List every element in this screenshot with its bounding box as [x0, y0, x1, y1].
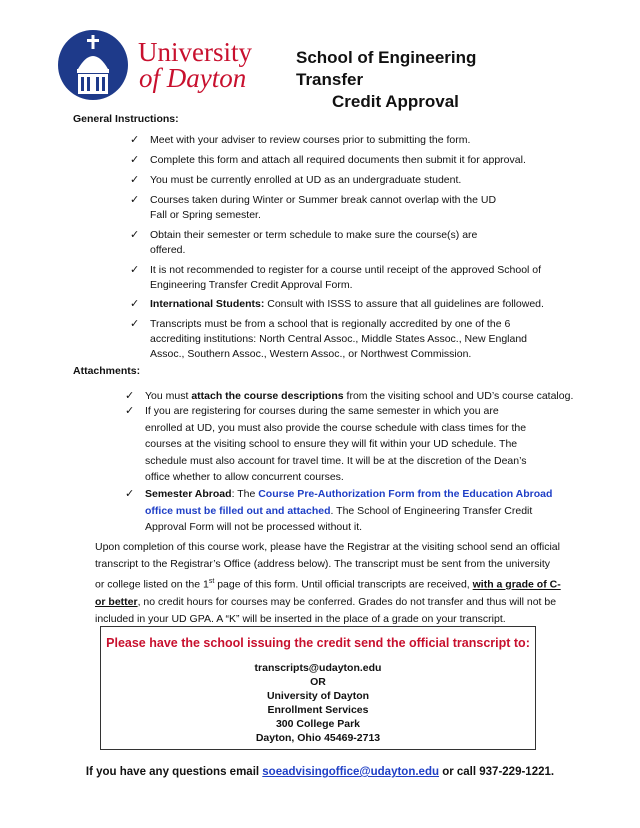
list-item-text	[150, 228, 477, 258]
checkmark-icon: ✓	[130, 298, 140, 310]
list-item-text	[150, 297, 544, 312]
address-line: 300 College Park	[275, 718, 361, 730]
paragraph-line: included in your UD GPA. A “K” will be inserted in the place of a grade on your transcript.	[95, 612, 506, 625]
list-item-line: Fall or Spring semester.	[150, 209, 261, 221]
transcript-email: transcripts@udayton.edu	[254, 662, 382, 674]
list-item-text	[145, 486, 552, 536]
transcript-address-box	[100, 626, 536, 750]
list-item-line: Approval Form will not be processed without it.	[145, 521, 363, 533]
paragraph-line: , no credit hours for courses may be conferred. Grades do not transfer and thus will not be	[137, 595, 557, 608]
list-item-line: It is not recommended to register for a course until receipt of the approved School of	[150, 264, 542, 276]
address-block	[101, 661, 535, 745]
box-heading: Please have the school issuing the credit send the official transcript to:	[106, 636, 530, 650]
list-item-pre: You must	[145, 390, 192, 402]
checkmark-icon: ✓	[125, 390, 135, 402]
contact-footer	[0, 766, 640, 778]
or-separator: OR	[310, 676, 326, 688]
list-item-text	[150, 317, 527, 362]
advising-email-link[interactable]: soeadvisingoffice@udayton.edu	[262, 766, 439, 778]
list-item-line: accrediting institutions: North Central Assoc., Middle States Assoc., New England	[150, 333, 528, 345]
list-item-bold: International Students:	[150, 298, 265, 310]
list-item-colon: : The	[231, 488, 259, 500]
list-item-rest: . The School of Engineering Transfer Credit	[330, 504, 533, 517]
checkmark-icon: ✓	[130, 134, 140, 146]
university-logo	[56, 29, 256, 101]
list-item-line: Courses taken during Winter or Summer break cannot overlap with the UD	[150, 194, 497, 206]
address-line: University of Dayton	[266, 690, 370, 702]
checkmark-icon: ✓	[125, 488, 135, 500]
checkmark-icon: ✓	[125, 405, 135, 417]
checkmark-icon: ✓	[130, 264, 140, 276]
list-item-line: schedule must also account for travel time. It will be at the discretion of the Dean’s	[145, 454, 527, 467]
list-item-blue: office must be filled out and attached	[145, 504, 331, 517]
list-item-line: Engineering Transfer Credit Approval Form.	[150, 279, 353, 291]
list-item-post: from the visiting school and UD’s course catalog.	[343, 390, 574, 402]
checkmark-icon: ✓	[130, 229, 140, 241]
grade-requirement: with a grade of C-	[472, 578, 561, 591]
list-item-line: office whether to allow concurrent courses.	[145, 471, 344, 483]
title-line-1: School of Engineering Transfer	[296, 48, 477, 89]
list-item-line: If you are registering for courses during the same semester in which you are	[145, 405, 499, 417]
paragraph-line: transcript to the Registrar’s Office (address below). The transcript must be sent from the university	[95, 558, 550, 570]
checkmark-icon: ✓	[130, 174, 140, 186]
list-item-line: courses at the visiting school to ensure they will fit within your UD schedule. The	[145, 438, 518, 450]
grade-requirement: or better	[95, 595, 138, 608]
attachments-heading: Attachments:	[73, 365, 141, 377]
list-item-line: enrolled at UD, you must also provide the course schedule with class times for the	[145, 421, 527, 434]
logo-wordmark	[138, 39, 252, 91]
ordinal-suffix: st	[208, 578, 215, 585]
checkmark-icon: ✓	[130, 154, 140, 166]
address-line: Dayton, Ohio 45469-2713	[255, 732, 381, 744]
list-item-line: Assoc., Southern Assoc., Western Assoc., or Northwest Commission.	[150, 348, 472, 360]
list-item-text: Complete this form and attach all required documents then submit it for approval.	[150, 154, 526, 166]
paragraph-line: Upon completion of this course work, please have the Registrar at the visiting school send an official	[95, 541, 560, 553]
list-item-line: Obtain their semester or term schedule to make sure the course(s) are	[150, 229, 478, 241]
list-item-text: You must be currently enrolled at UD as an undergraduate student.	[150, 174, 462, 186]
list-item-text	[145, 403, 527, 486]
list-item-line: offered.	[150, 244, 186, 256]
checkmark-icon: ✓	[130, 194, 140, 206]
completion-paragraph	[95, 539, 565, 628]
page-title	[296, 47, 546, 113]
paragraph-line: or college listed on the 1	[95, 578, 209, 591]
title-line-2: Credit Approval	[332, 92, 459, 111]
logo-line-2: of Dayton	[139, 63, 247, 93]
general-instructions-heading: General Instructions:	[73, 113, 179, 125]
address-line: Enrollment Services	[267, 704, 369, 716]
paragraph-line: page of this form. Until official transcripts are received,	[214, 578, 473, 591]
list-item-bold: attach the course descriptions	[191, 390, 344, 402]
list-item-rest: Consult with ISSS to assure that all guidelines are followed.	[264, 298, 544, 310]
logo-line-1: University	[138, 37, 252, 67]
footer-pre: If you have any questions email	[85, 766, 263, 778]
list-item-bold: Semester Abroad	[145, 488, 232, 500]
list-item-blue: Course Pre-Authorization Form from the Education Abroad	[258, 488, 553, 500]
list-item-text	[150, 263, 541, 293]
list-item-text: Meet with your adviser to review courses prior to submitting the form.	[150, 134, 471, 146]
checkmark-icon: ✓	[130, 318, 140, 330]
list-item-line: Transcripts must be from a school that is regionally accredited by one of the 6	[150, 318, 511, 330]
chapel-dome-seal-icon	[56, 29, 130, 101]
list-item-text	[150, 193, 496, 223]
footer-post: or call 937-229-1221.	[439, 766, 555, 778]
